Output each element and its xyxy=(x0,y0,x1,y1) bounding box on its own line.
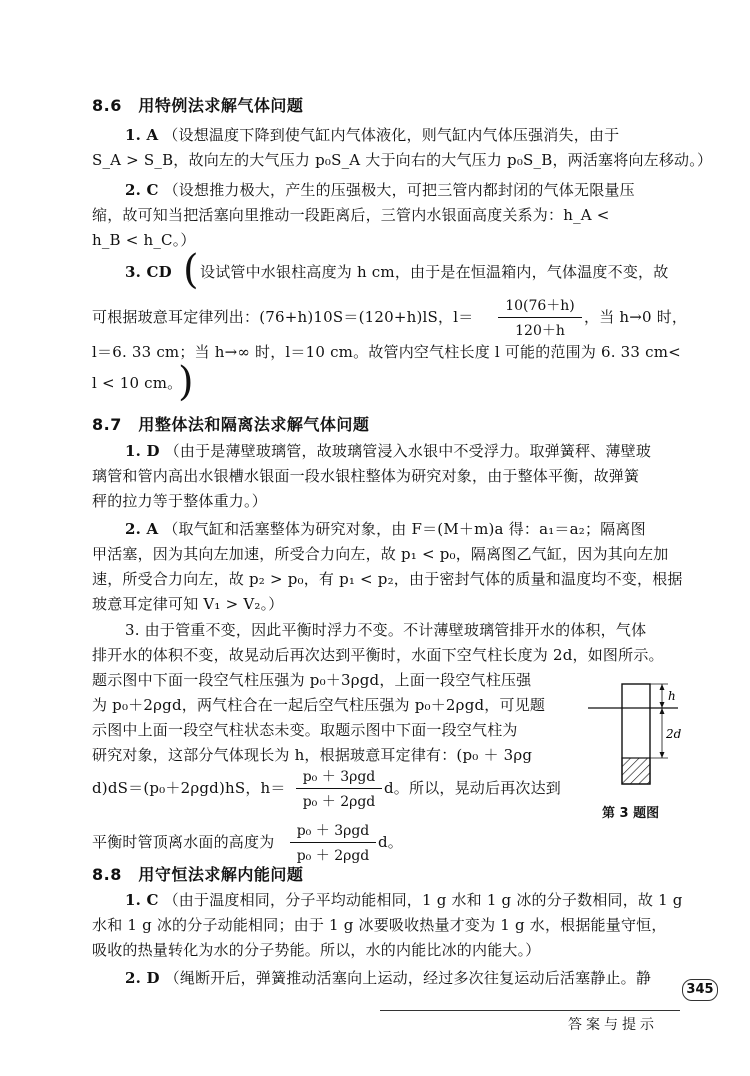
fraction-bar xyxy=(498,317,582,318)
fraction-numerator: 10(76＋h) xyxy=(505,298,575,314)
answer-8-6-2-line-2: 缩，故可知当把活塞向里推动一段距离后，三管内水银面高度关系为：h_A < xyxy=(92,206,610,224)
footer-label: 答案与提示 xyxy=(568,1017,658,1033)
answer-8-8-1-line-1 xyxy=(125,890,683,910)
label-2d: 2d xyxy=(666,727,682,741)
big-right-paren: ) xyxy=(178,359,194,405)
answer-8-8-2-line-1 xyxy=(125,968,651,988)
fraction-numerator: p₀ ＋ 3ρgd xyxy=(296,823,370,839)
answer-8-7-2-line-4: 玻意耳定律可知 V₁ > V₂。） xyxy=(92,595,284,613)
answer-number: 3. CD xyxy=(125,263,172,281)
answer-8-6-1-line-2: S_A > S_B，故向左的大气压力 p₀S_A 大于向右的大气压力 p₀S_B，两活塞将向左移动。） xyxy=(92,151,713,169)
answer-8-7-2-line-3: 速，所受合力向左，故 p₂ > p₀，有 p₁ < p₂，由于密封气体的质量和温度均不变，根据 xyxy=(92,570,683,588)
answer-8-6-3-line-2a: 可根据玻意耳定律列出：(76+h)10S＝(120+h)lS，l＝ xyxy=(92,308,474,326)
label-h: h xyxy=(668,689,676,703)
answer-8-7-1-line-2: 璃管和管内高出水银槽水银面一段水银柱整体为研究对象，由于整体平衡，故弹簧 xyxy=(92,467,640,485)
tube-diagram xyxy=(578,666,688,791)
answer-8-7-1-line-1 xyxy=(125,441,651,461)
fraction-numerator: p₀ ＋ 3ρgd xyxy=(302,769,376,785)
footer-rule xyxy=(380,1010,680,1011)
answer-text: （绳断开后，弹簧推动活塞向上运动，经过多次往复运动后活塞静止。静 xyxy=(164,969,652,987)
answer-8-6-2-line-3: h_B < h_C。） xyxy=(92,231,196,249)
answer-8-6-3-line-4: l < 10 cm。 xyxy=(92,374,183,392)
answer-8-7-3-line-8a: 平衡时管顶离水面的高度为 xyxy=(92,833,275,851)
answer-8-6-2-line-1 xyxy=(125,180,635,200)
answer-8-7-3-line-7a: d)dS＝(p₀＋2ρgd)hS，h＝ xyxy=(92,779,286,797)
answer-text: （由于是薄壁玻璃管，故玻璃管浸入水银中不受浮力。取弹簧秤、薄壁玻 xyxy=(164,442,652,460)
answer-8-7-3-line-6: 研究对象，这部分气体现长为 h，根据玻意耳定律有：(p₀ ＋ 3ρg xyxy=(92,746,533,764)
answer-8-8-1-line-2: 水和 1 g 冰的分子动能相同；由于 1 g 冰要吸收热量才变为 1 g 水，根据能量守恒， xyxy=(92,916,667,934)
answer-8-7-3-line-5: 示图中上面一段空气柱状态未变。取题示图中下面一段空气柱为 xyxy=(92,721,518,739)
answer-text: （设想推力极大，产生的压强极大，可把三管内都封闭的气体无限量压 xyxy=(163,181,635,199)
fraction-l xyxy=(498,295,582,340)
answer-number: 1. D xyxy=(125,442,160,460)
section-heading-8-8: 8.8 用守恒法求解内能问题 xyxy=(92,865,304,884)
answer-text: （取气缸和活塞整体为研究对象，由 F＝(M＋m)a 得：a₁＝a₂；隔离图 xyxy=(163,520,646,538)
answer-8-7-3-line-2: 排开水的体积不变，故晃动后再次达到平衡时，水面下空气柱长度为 2d，如图所示。 xyxy=(92,646,664,664)
fraction-denominator: p₀ ＋ 2ρgd xyxy=(302,794,376,810)
answer-8-7-3-line-7b: d。所以，晃动后再次达到 xyxy=(384,779,562,797)
fraction-height xyxy=(290,820,376,865)
answer-8-7-2-line-1 xyxy=(125,519,646,539)
page-number-badge: 345 xyxy=(682,979,718,1001)
big-left-paren: ( xyxy=(183,247,199,293)
answer-text: （由于温度相同，分子平均动能相同，1 g 水和 1 g 冰的分子数相同，故 1 g xyxy=(163,891,683,909)
answer-number: 1. A xyxy=(125,126,159,144)
answer-text: （设想温度下降到使气缸内气体液化，则气缸内气体压强消失，由于 xyxy=(163,126,620,144)
fraction-h xyxy=(296,766,382,811)
answer-8-6-3-line-1 xyxy=(125,262,172,282)
answer-number: 1. C xyxy=(125,891,159,909)
fraction-bar xyxy=(290,842,376,843)
answer-8-6-3-line-3: l＝6. 33 cm；当 h→∞ 时，l＝10 cm。故管内空气柱长度 l 可能的范围为 6. 33 cm< xyxy=(92,343,681,361)
fraction-bar xyxy=(296,788,382,789)
figure-caption: 第 3 题图 xyxy=(602,806,660,821)
answer-8-7-1-line-3: 秤的拉力等于整体重力。） xyxy=(92,492,267,510)
answer-8-8-1-line-3: 吸收的热量转化为水的分子势能。所以，水的内能比冰的内能大。） xyxy=(92,941,541,959)
answer-8-7-3-line-8b: d。 xyxy=(378,833,404,851)
answer-8-7-3-line-3: 题示图中下面一段空气柱压强为 p₀＋3ρgd，上面一段空气柱压强 xyxy=(92,671,532,689)
mercury-column xyxy=(622,758,650,784)
fraction-denominator: p₀ ＋ 2ρgd xyxy=(296,848,370,864)
answer-8-6-1-line-1 xyxy=(125,125,619,145)
section-heading-8-7: 8.7 用整体法和隔离法求解气体问题 xyxy=(92,415,370,434)
section-heading-8-6: 8.6 用特例法求解气体问题 xyxy=(92,96,304,115)
fraction-denominator: 120＋h xyxy=(515,323,565,339)
answer-text: 设试管中水银柱高度为 h cm，由于是在恒温箱内，气体温度不变，故 xyxy=(200,263,669,281)
answer-number: 2. D xyxy=(125,969,160,987)
answer-8-6-3-line-2b: ，当 h→0 时， xyxy=(584,308,688,326)
answer-number: 2. C xyxy=(125,181,159,199)
answer-8-7-3-line-1: 3. 由于管重不变，因此平衡时浮力不变。不计薄壁玻璃管排开水的体积，气体 xyxy=(125,621,647,639)
answer-8-7-3-line-4: 为 p₀＋2ρgd，两气柱合在一起后空气柱压强为 p₀＋2ρgd，可见题 xyxy=(92,696,546,714)
answer-8-7-2-line-2: 甲活塞，因为其向左加速，所受合力向左，故 p₁ < p₀，隔离图乙气缸，因为其向左加 xyxy=(92,545,669,563)
answer-number: 2. A xyxy=(125,520,159,538)
